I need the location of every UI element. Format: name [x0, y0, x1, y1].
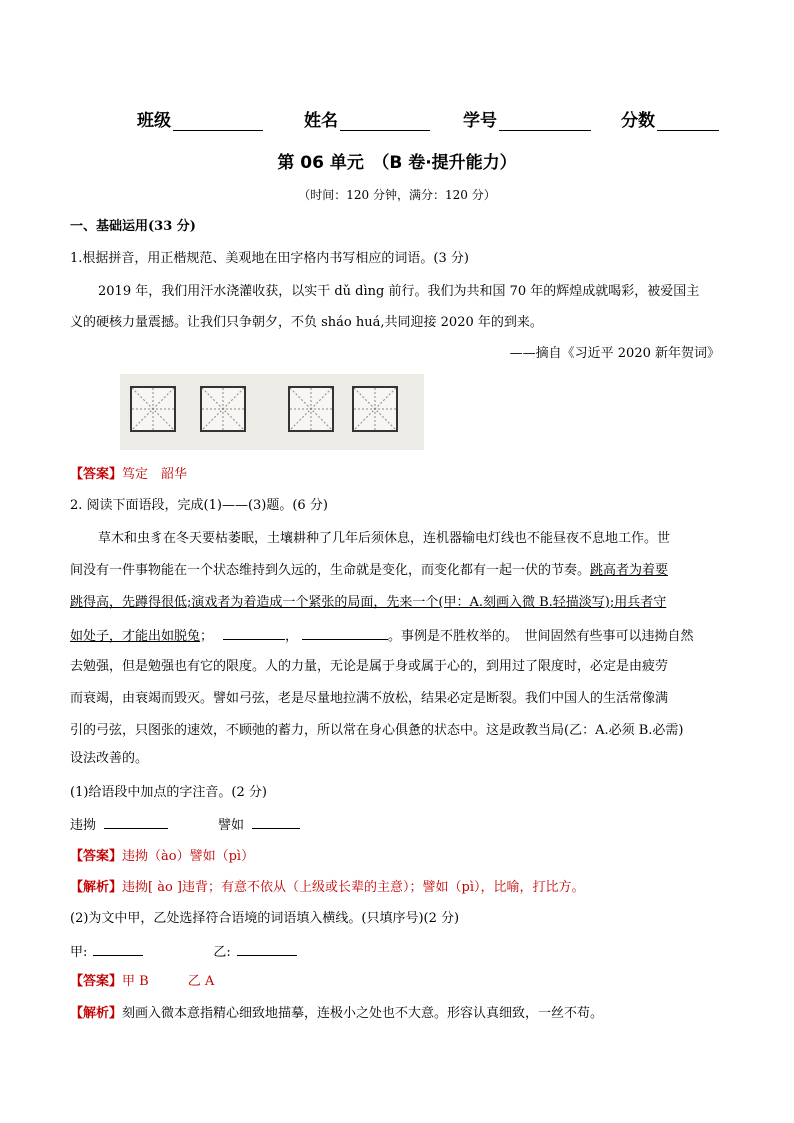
- pinyin-blank-2[interactable]: [252, 816, 300, 829]
- tianzige-cell[interactable]: [288, 386, 334, 432]
- page-subtitle: （时间：120 分钟，满分：120 分）: [298, 188, 496, 202]
- page-title: 第 06 单元 （B 卷·提升能力）: [277, 153, 517, 173]
- class-label: 班级: [137, 111, 171, 131]
- q2-sub2-prompt: (2)为文中甲，乙处选择符合语境的词语填入横线。(只填序号)(2 分): [70, 911, 460, 926]
- tianzige-cell[interactable]: [200, 386, 246, 432]
- name-label: 姓名: [304, 111, 338, 131]
- name-blank[interactable]: [340, 112, 430, 131]
- underlined-text: 跳高者为着要: [590, 563, 669, 578]
- q2-sub1-fields: [70, 816, 300, 834]
- jia-blank[interactable]: [93, 943, 143, 956]
- answer-text: 违拗（ào）譬如（pì）: [122, 849, 255, 864]
- q1-answer: [70, 467, 187, 483]
- q2-paragraph-line5: 去勉强，但是勉强也有它的限度。人的力量，无论是属于身或属于心的，到用过了限度时，必定是由疲劳: [70, 659, 669, 674]
- answer-text: 甲 B 乙 A: [122, 974, 215, 989]
- name-field: [304, 106, 430, 131]
- explain-text: 刻画入微本意指精心细致地描摹，连极小之处也不大意。形容认真细致，一丝不苟。: [122, 1006, 604, 1021]
- student-id-label: 学号: [463, 111, 497, 131]
- answer-tag: 【答案】: [70, 849, 123, 864]
- tianzige-cell[interactable]: [352, 386, 398, 432]
- q1-source: ——摘自《习近平 2020 新年贺词》: [509, 346, 720, 361]
- tianzige-grid-image: [120, 374, 424, 450]
- q2-prompt: 2. 阅读下面语段，完成(1)——(3)题。(6 分): [70, 498, 328, 513]
- q2-paragraph-line7: 引的弓弦，只图张的速效，不顾弛的蓄力，所以常在身心俱惫的状态中。这是政教当局(乙：A.必须 B.必需): [70, 723, 684, 738]
- q1-line2: 义的硬核力量震撼。让我们只争朝夕，不负 sháo huá,共同迎接 2020 年的到来。: [70, 315, 543, 330]
- q2-paragraph-line3: 跳得高，先蹲得很低;演戏者为着造成一个紧张的局面，先来一个(甲：A.刻画入微 B.轻描淡写);用兵者守: [70, 595, 667, 610]
- fill-blank-1[interactable]: [223, 627, 285, 640]
- q2-sub2-answer: [70, 974, 214, 990]
- q1-line1: 2019 年，我们用汗水浇灌收获，以实干 dǔ dìng 前行。我们为共和国 70 年的辉煌成就喝彩，被爱国主: [98, 284, 700, 299]
- answer-text: 笃定 韶华: [122, 467, 188, 482]
- score-blank[interactable]: [657, 112, 719, 131]
- explain-tag: 【解析】: [70, 1006, 123, 1021]
- q2-paragraph-line6: 而衰竭，由衰竭而毁灭。譬如弓弦，老是尽量地拉满不放松，结果必定是断裂。我们中国人的生活常像满: [70, 691, 669, 706]
- plain-text: 间没有一件事物能在一个状态维持到久远的，生命就是变化，而变化都有一起一伏的节奏。: [70, 563, 591, 578]
- pinyin-blank-1[interactable]: [104, 816, 168, 829]
- punct: ；: [200, 629, 214, 644]
- jia-label: 甲:: [70, 945, 88, 960]
- class-field: [137, 106, 263, 131]
- word-label: 违拗: [70, 818, 97, 833]
- student-id-field: [463, 106, 591, 131]
- answer-tag: 【答案】: [70, 467, 123, 482]
- explain-tag: 【解析】: [70, 880, 123, 895]
- q2-sub2-explain: [70, 1006, 603, 1022]
- q2-sub1-answer: [70, 849, 254, 865]
- q2-paragraph-line4: [70, 627, 694, 645]
- q2-sub1-explain: [70, 880, 584, 896]
- tianzige-cell[interactable]: [130, 386, 176, 432]
- yi-blank[interactable]: [237, 943, 297, 956]
- q2-paragraph-line8: 设法改善的。: [70, 751, 149, 766]
- plain-text: 。事例是不胜枚举的。 世间固然有些事可以违拗自然: [388, 629, 694, 644]
- student-id-blank[interactable]: [499, 112, 591, 131]
- yi-label: 乙:: [213, 945, 231, 960]
- underlined-text: 如处子，才能出如脱兔: [70, 629, 201, 644]
- punct: ，: [285, 629, 299, 644]
- score-field: [621, 106, 719, 131]
- q2-sub2-fields: [70, 943, 297, 961]
- word-label: 譬如: [218, 818, 245, 833]
- fill-blank-2[interactable]: [302, 627, 388, 640]
- q2-paragraph-line1: 草木和虫豸在冬天要枯萎眠，土壤耕种了几年后须休息，连机器输电灯线也不能昼夜不息地工作。世: [98, 531, 671, 546]
- q2-paragraph-line2: [70, 563, 668, 579]
- q1-prompt: 1.根据拼音，用正楷规范、美观地在田字格内书写相应的词语。(3 分): [70, 251, 469, 266]
- score-label: 分数: [621, 111, 655, 131]
- q2-sub1-prompt: (1)给语段中加点的字注音。(2 分): [70, 785, 267, 800]
- explain-text: 违拗[ ào ]违背；有意不依从（上级或长辈的主意）；譬如（pì），比喻，打比方。: [122, 880, 585, 895]
- answer-tag: 【答案】: [70, 974, 123, 989]
- section-heading: 一、基础运用(33 分): [70, 219, 196, 234]
- class-blank[interactable]: [173, 112, 263, 131]
